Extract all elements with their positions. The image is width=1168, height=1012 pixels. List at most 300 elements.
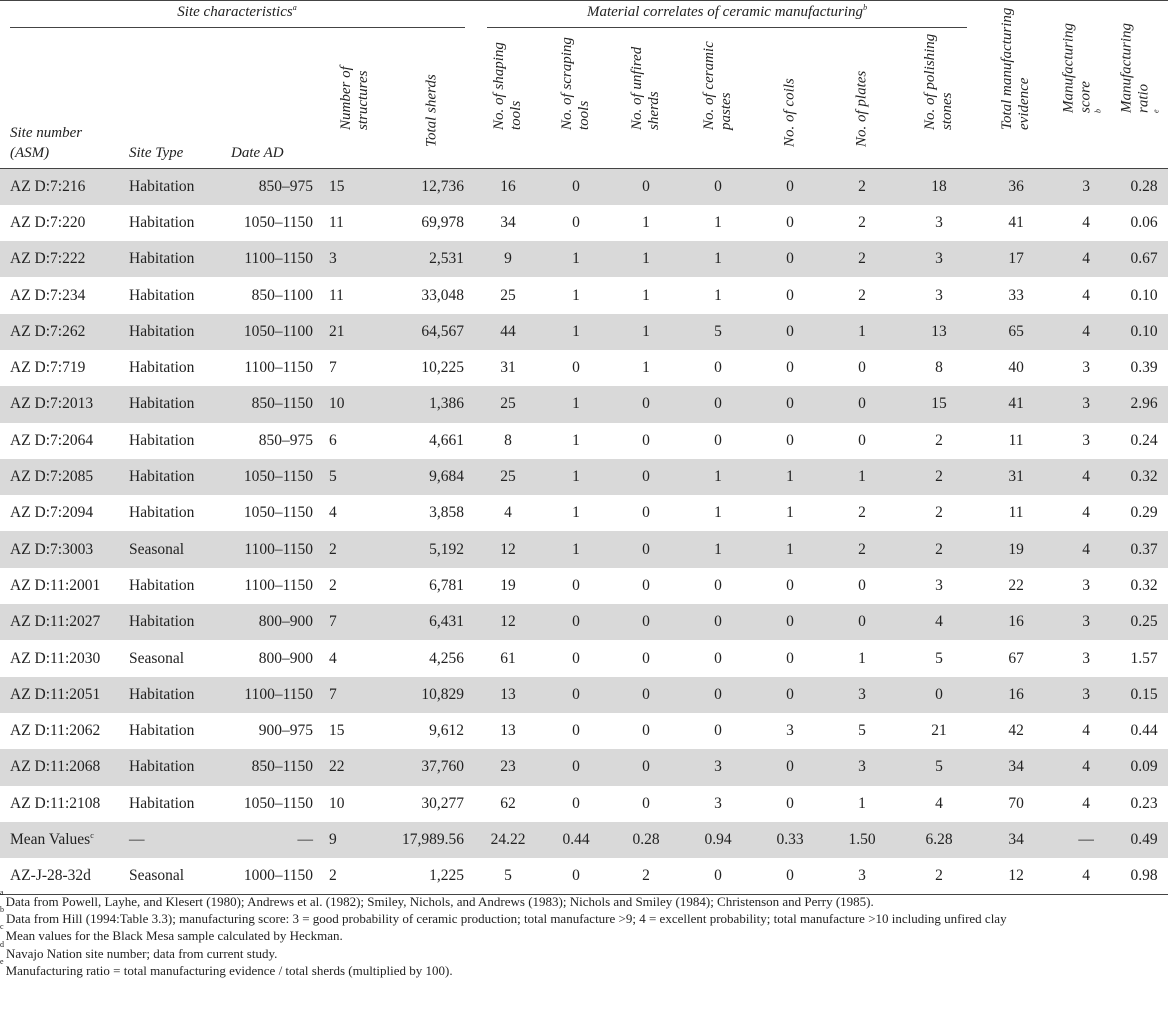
cell-sherds: 17,989.56 [389,822,474,858]
cell-manufacturing-score: 4 [1052,314,1120,350]
cell-ceramic-pastes: 1 [714,504,722,522]
cell-scraping-tools: 1 [542,531,610,567]
cell-date: 1050–1100 [221,314,321,350]
cell-structures: 4 [329,649,337,667]
cell-sherds: 1,386 [389,386,474,422]
cell-manufacturing-ratio: 0.29 [1130,504,1158,522]
footnote-b: $^b$Data from Hill (1994:Table 3.3); manufacturing score: 3 = good probability of ceramic production; total manufacture >9; 4 = excellent probability; total manufacture >10 including unfired clay [0,905,1007,927]
cell-coils: 0 [786,286,794,304]
cell-coils: 1 [786,504,794,522]
cell-unfired-sherds: 0 [642,794,650,812]
cell-scraping-tools: 0 [572,794,580,812]
cell-scraping-tools: 0 [572,722,580,740]
cell-plates: 2 [858,504,866,522]
cell-shaping-tools: 25 [474,386,542,422]
cell-sherds: 33,048 [421,286,464,304]
cell-site-number: AZ D:11:2068 [0,749,119,785]
cell-manufacturing-ratio: 0.28 [1120,169,1168,205]
cell-shaping-tools: 13 [500,722,516,740]
cell-sherds: 3,858 [429,504,464,522]
table-row [0,786,1168,822]
footnote-e: $^e$Manufacturing ratio = total manufacturing evidence / total sherds (multiplied by 100). [0,956,453,978]
cell-structures: 5 [321,459,389,495]
footnote-a: $^a$Data from Powell, Layhe, and Klesert (1980); Andrews et al. (1982); Smiley, Nichols, and Andrews (1983); Nichols and Smiley (1984); Christenson and Perry (1985). [0,888,874,909]
header-date: Date AD [221,32,321,169]
cell-plates: 2 [826,531,898,567]
cell-manufacturing-ratio: 0.49 [1120,822,1168,858]
cell-manufacturing-score: 3 [1052,604,1120,640]
cell-plates: 2 [858,213,866,231]
cell-structures: 3 [321,241,389,277]
header-site-number: Site number (ASM) [0,32,119,169]
cell-total-evidence: 42 [1008,722,1024,740]
cell-site-type: Habitation [119,677,221,713]
cell-scraping-tools: 0 [542,858,610,894]
cell-unfired-sherds: 2 [610,858,682,894]
cell-manufacturing-score: 4 [1082,213,1090,231]
cell-structures: 9 [321,822,389,858]
cell-total-evidence: 17 [980,241,1052,277]
cell-polishing-stones: 15 [898,386,980,422]
cell-coils: 0 [786,576,794,594]
table-row [0,495,1168,531]
cell-plates: 1 [858,794,866,812]
cell-sherds: 9,684 [389,459,474,495]
cell-structures: 10 [329,794,345,812]
cell-total-evidence: 40 [1008,359,1024,377]
cell-ceramic-pastes: 0 [682,169,754,205]
cell-polishing-stones: 4 [935,794,943,812]
cell-polishing-stones: 4 [898,604,980,640]
cell-ceramic-pastes: 3 [714,794,722,812]
cell-plates: 1.50 [826,822,898,858]
cell-manufacturing-score: — [1052,822,1120,858]
table-row [0,858,1168,894]
cell-date: 800–900 [258,649,313,667]
header-total-evidence: Total manufacturing evidence [980,32,1052,169]
cell-structures: 10 [321,386,389,422]
cell-manufacturing-score: 4 [1052,858,1120,894]
table-row [0,713,1168,749]
cell-site-number: AZ D:7:2064 [10,431,94,449]
cell-coils: 0.33 [754,822,826,858]
cell-structures: 6 [329,431,337,449]
cell-ceramic-pastes: 0 [682,858,754,894]
header-ceramic-pastes: No. of ceramic pastes [682,32,754,169]
cell-polishing-stones: 2 [935,431,943,449]
cell-shaping-tools: 23 [474,749,542,785]
cell-manufacturing-score: 3 [1082,431,1090,449]
footnotes [0,888,1168,979]
cell-site-number: AZ D:11:2027 [0,604,119,640]
cell-manufacturing-ratio: 0.23 [1130,794,1158,812]
cell-polishing-stones: 21 [931,722,947,740]
cell-sherds: 2,531 [389,241,474,277]
cell-polishing-stones: 5 [898,749,980,785]
cell-unfired-sherds: 0 [610,386,682,422]
cell-polishing-stones: 2 [935,504,943,522]
cell-coils: 0 [754,858,826,894]
cell-site-type: Habitation [129,722,195,740]
cell-scraping-tools: 1 [572,286,580,304]
cell-site-type: Habitation [119,314,221,350]
cell-plates: 2 [826,241,898,277]
cell-plates: 3 [826,677,898,713]
cell-total-evidence: 11 [1008,431,1024,449]
cell-scraping-tools: 0 [542,604,610,640]
cell-structures: 11 [329,286,344,304]
cell-date: 850–975 [258,431,313,449]
cell-manufacturing-ratio: 0.25 [1120,604,1168,640]
cell-plates: 2 [858,286,866,304]
cell-site-type: Habitation [119,749,221,785]
cell-shaping-tools: 25 [474,459,542,495]
cell-sherds: 4,256 [429,649,464,667]
cell-site-number: AZ D:7:2085 [0,459,119,495]
cell-date: 1050–1150 [243,504,313,522]
cell-site-type: Habitation [129,504,195,522]
cell-polishing-stones: 3 [898,241,980,277]
cell-structures: 15 [321,169,389,205]
cell-structures: 21 [321,314,389,350]
cell-unfired-sherds: 0 [610,459,682,495]
cell-polishing-stones: 5 [935,649,943,667]
cell-unfired-sherds: 0 [642,722,650,740]
cell-plates: 1 [826,459,898,495]
cell-manufacturing-ratio: 0.98 [1120,858,1168,894]
cell-unfired-sherds: 1 [642,286,650,304]
cell-shaping-tools: 5 [474,858,542,894]
cell-unfired-sherds: 1 [610,241,682,277]
cell-total-evidence: 41 [1008,213,1024,231]
cell-date: 850–1150 [221,749,321,785]
cell-unfired-sherds: 1 [610,314,682,350]
cell-date: 1100–1150 [244,576,313,594]
cell-total-evidence: 11 [1008,504,1024,522]
cell-manufacturing-ratio: 0.10 [1120,314,1168,350]
cell-polishing-stones: 18 [898,169,980,205]
cell-structures: 4 [329,504,337,522]
cell-ceramic-pastes: 1 [682,531,754,567]
table-row [0,459,1168,495]
cell-total-evidence: 31 [980,459,1052,495]
cell-structures: 7 [321,677,389,713]
cell-plates: 2 [826,169,898,205]
cell-scraping-tools: 1 [572,431,580,449]
cell-total-evidence: 65 [980,314,1052,350]
cell-date: 1100–1150 [221,241,321,277]
cell-ceramic-pastes: 1 [714,286,722,304]
cell-total-evidence: 41 [980,386,1052,422]
cell-date: 800–900 [221,604,321,640]
cell-polishing-stones: 2 [898,531,980,567]
cell-polishing-stones: 3 [935,286,943,304]
cell-site-number: AZ D:7:220 [10,213,86,231]
cell-plates: 0 [826,604,898,640]
cell-scraping-tools: 0.44 [542,822,610,858]
cell-manufacturing-score: 4 [1052,531,1120,567]
cell-date: 1050–1150 [243,794,313,812]
cell-structures: 22 [321,749,389,785]
cell-plates: 1 [826,314,898,350]
cell-manufacturing-ratio: 0.09 [1120,749,1168,785]
cell-plates: 0 [858,359,866,377]
cell-unfired-sherds: 0 [642,649,650,667]
cell-manufacturing-score: 4 [1052,749,1120,785]
cell-manufacturing-score: 4 [1052,241,1120,277]
cell-coils: 0 [754,604,826,640]
cell-coils: 0 [754,677,826,713]
cell-date: 1000–1150 [221,858,321,894]
cell-coils: 0 [786,649,794,667]
table-row [0,277,1168,313]
cell-unfired-sherds: 0 [610,677,682,713]
table-row [0,241,1168,277]
cell-ceramic-pastes: 0 [714,359,722,377]
table-row [0,604,1168,640]
cell-structures: 11 [329,213,344,231]
cell-manufacturing-score: 4 [1082,504,1090,522]
cell-site-type: Habitation [119,241,221,277]
cell-coils: 1 [754,459,826,495]
cell-ceramic-pastes: 1 [682,459,754,495]
cell-sherds: 64,567 [389,314,474,350]
table-row [0,568,1168,604]
cell-manufacturing-score: 4 [1082,722,1090,740]
cell-scraping-tools: 1 [542,314,610,350]
cell-coils: 0 [786,213,794,231]
cell-structures: 7 [321,604,389,640]
cell-ceramic-pastes: 1 [682,241,754,277]
cell-manufacturing-ratio: 0.39 [1130,359,1158,377]
cell-unfired-sherds: 0 [610,604,682,640]
cell-plates: 5 [858,722,866,740]
cell-shaping-tools: 19 [500,576,516,594]
cell-coils: 0 [754,314,826,350]
cell-polishing-stones: 0 [898,677,980,713]
table-row [0,749,1168,785]
cell-manufacturing-ratio: 1.57 [1130,649,1158,667]
cell-sherds: 6,781 [429,576,464,594]
cell-ceramic-pastes: 0 [682,386,754,422]
cell-ceramic-pastes: 1 [714,213,722,231]
table-row [0,531,1168,567]
cell-manufacturing-ratio: 0.32 [1120,459,1168,495]
cell-shaping-tools: 4 [504,504,512,522]
cell-manufacturing-ratio: 0.24 [1130,431,1158,449]
cell-polishing-stones: 8 [935,359,943,377]
cell-coils: 3 [786,722,794,740]
cell-total-evidence: 70 [1008,794,1024,812]
cell-unfired-sherds: 0 [610,169,682,205]
cell-site-number: AZ D:7:216 [0,169,119,205]
cell-unfired-sherds: 1 [642,213,650,231]
cell-shaping-tools: 16 [474,169,542,205]
cell-ceramic-pastes: 0 [714,722,722,740]
cell-coils: 0 [786,359,794,377]
cell-sherds: 4,661 [429,431,464,449]
footnote-c: $^c$Mean values for the Black Mesa sample calculated by Heckman. [0,922,343,944]
header-site-type: Site Type [119,32,221,169]
cell-unfired-sherds: 0.28 [610,822,682,858]
cell-sherds: 37,760 [389,749,474,785]
cell-plates: 3 [826,858,898,894]
cell-sherds: 10,829 [389,677,474,713]
cell-shaping-tools: 12 [474,531,542,567]
cell-unfired-sherds: 0 [642,504,650,522]
cell-site-type: Habitation [129,431,195,449]
cell-site-type: Habitation [129,576,195,594]
cell-structures: 7 [329,359,337,377]
cell-site-number: AZ D:11:2051 [0,677,119,713]
cell-scraping-tools: 1 [542,386,610,422]
cell-polishing-stones: 3 [935,576,943,594]
cell-sherds: 5,192 [389,531,474,567]
group-header-row [0,0,1168,32]
cell-scraping-tools: 0 [542,749,610,785]
header-manufacturing-ratio: Manufacturing ratio $^e$ [1120,32,1168,169]
cell-total-evidence: 34 [980,822,1052,858]
cell-date: 1100–1150 [221,677,321,713]
table-row [0,423,1168,459]
cell-manufacturing-score: 3 [1052,677,1120,713]
cell-date: 850–1100 [251,286,313,304]
cell-ceramic-pastes: 0 [682,604,754,640]
cell-structures: 2 [329,576,337,594]
cell-date: 850–1150 [221,386,321,422]
cell-site-number: AZ D:7:3003 [0,531,119,567]
cell-ceramic-pastes: 0 [714,576,722,594]
cell-coils: 0 [786,794,794,812]
cell-manufacturing-ratio: 0.44 [1130,722,1158,740]
cell-sherds: 9,612 [429,722,464,740]
cell-manufacturing-ratio: 2.96 [1120,386,1168,422]
table-row [0,677,1168,713]
cell-plates: 1 [858,649,866,667]
header-structures: Number of structures [321,32,389,169]
cell-scraping-tools: 0 [542,169,610,205]
header-unfired-sherds: No. of unfired sherds [610,32,682,169]
cell-shaping-tools: 34 [500,213,516,231]
cell-plates: 0 [858,576,866,594]
cell-manufacturing-score: 4 [1082,286,1090,304]
cell-site-type: Habitation [129,213,195,231]
cell-site-type: Habitation [129,359,195,377]
cell-coils: 0 [754,241,826,277]
cell-site-type: Habitation [119,386,221,422]
cell-unfired-sherds: 0 [610,749,682,785]
table-row [0,169,1168,205]
cell-site-type: Habitation [119,604,221,640]
cell-manufacturing-score: 4 [1052,459,1120,495]
cell-coils: 0 [754,749,826,785]
cell-sherds: 30,277 [421,794,464,812]
cell-date: 850–975 [221,169,321,205]
cell-site-number: AZ D:11:2108 [10,794,101,812]
cell-site-type: Habitation [129,794,195,812]
cell-site-number: AZ D:7:262 [0,314,119,350]
table-row [0,386,1168,422]
cell-unfired-sherds: 0 [610,531,682,567]
cell-shaping-tools: 62 [500,794,516,812]
cell-manufacturing-score: 3 [1052,386,1120,422]
cell-date: 1050–1150 [221,459,321,495]
cell-site-type: Habitation [119,169,221,205]
header-shaping-tools: No. of shaping tools [474,32,542,169]
cell-shaping-tools: 31 [500,359,516,377]
cell-total-evidence: 33 [1008,286,1024,304]
header-scraping-tools: No. of scraping tools [542,32,610,169]
header-coils: No. of coils [754,32,826,169]
cell-manufacturing-ratio: 0.15 [1120,677,1168,713]
cell-scraping-tools: 0 [572,649,580,667]
table-row [0,822,1168,858]
cell-sherds: 12,736 [389,169,474,205]
header-sherds: Total sherds [389,32,474,169]
cell-coils: 1 [754,531,826,567]
cell-date: 1100–1150 [244,359,313,377]
table-row [0,350,1168,386]
cell-sherds: 10,225 [421,359,464,377]
cell-sherds: 1,225 [389,858,474,894]
cell-manufacturing-score: 3 [1052,169,1120,205]
cell-structures: 15 [329,722,345,740]
cell-scraping-tools: 1 [542,241,610,277]
material-correlates-group: Material correlates of ceramic manufacturing$^b$ [474,0,980,32]
cell-manufacturing-score: 3 [1082,576,1090,594]
cell-scraping-tools: 1 [542,459,610,495]
header-polishing-stones: No. of polishing stones [898,32,980,169]
cell-manufacturing-score: 3 [1082,359,1090,377]
cell-shaping-tools: 24.22 [474,822,542,858]
cell-site-number: AZ D:7:2094 [10,504,94,522]
cell-manufacturing-ratio: 0.06 [1130,213,1158,231]
cell-site-number: AZ-J-28-32d [0,858,119,894]
table-body [0,169,1168,895]
cell-date: 1050–1150 [243,213,313,231]
cell-manufacturing-ratio: 0.32 [1130,576,1158,594]
cell-plates: 0 [826,386,898,422]
cell-unfired-sherds: 0 [642,431,650,449]
cell-polishing-stones: 2 [898,459,980,495]
table-row [0,205,1168,241]
cell-site-type: Seasonal [119,858,221,894]
cell-shaping-tools: 8 [504,431,512,449]
cell-scraping-tools: 0 [572,576,580,594]
cell-shaping-tools: 9 [474,241,542,277]
cell-structures: 2 [321,858,389,894]
footnote-d: $^d$Navajo Nation site number; data from current study. [0,939,278,961]
table-row [0,640,1168,676]
cell-site-number: AZ D:11:2030 [10,649,101,667]
column-header-row [0,32,1168,169]
cell-ceramic-pastes: 5 [682,314,754,350]
header-manufacturing-score: Manufacturing score $^b$ [1052,32,1120,169]
cell-ceramic-pastes: 3 [682,749,754,785]
cell-site-number: AZ D:7:234 [10,286,86,304]
cell-total-evidence: 67 [1008,649,1024,667]
cell-manufacturing-score: 3 [1082,649,1090,667]
site-characteristics-group: Site characteristics$^a$ [0,0,474,32]
cell-unfired-sherds: 0 [642,576,650,594]
cell-date: 900–975 [258,722,313,740]
cell-manufacturing-ratio: 0.10 [1130,286,1158,304]
cell-site-number: Mean Values$^c$ [0,822,119,858]
cell-polishing-stones: 13 [898,314,980,350]
cell-scraping-tools: 0 [572,213,580,231]
cell-date: 1100–1150 [221,531,321,567]
cell-polishing-stones: 2 [898,858,980,894]
